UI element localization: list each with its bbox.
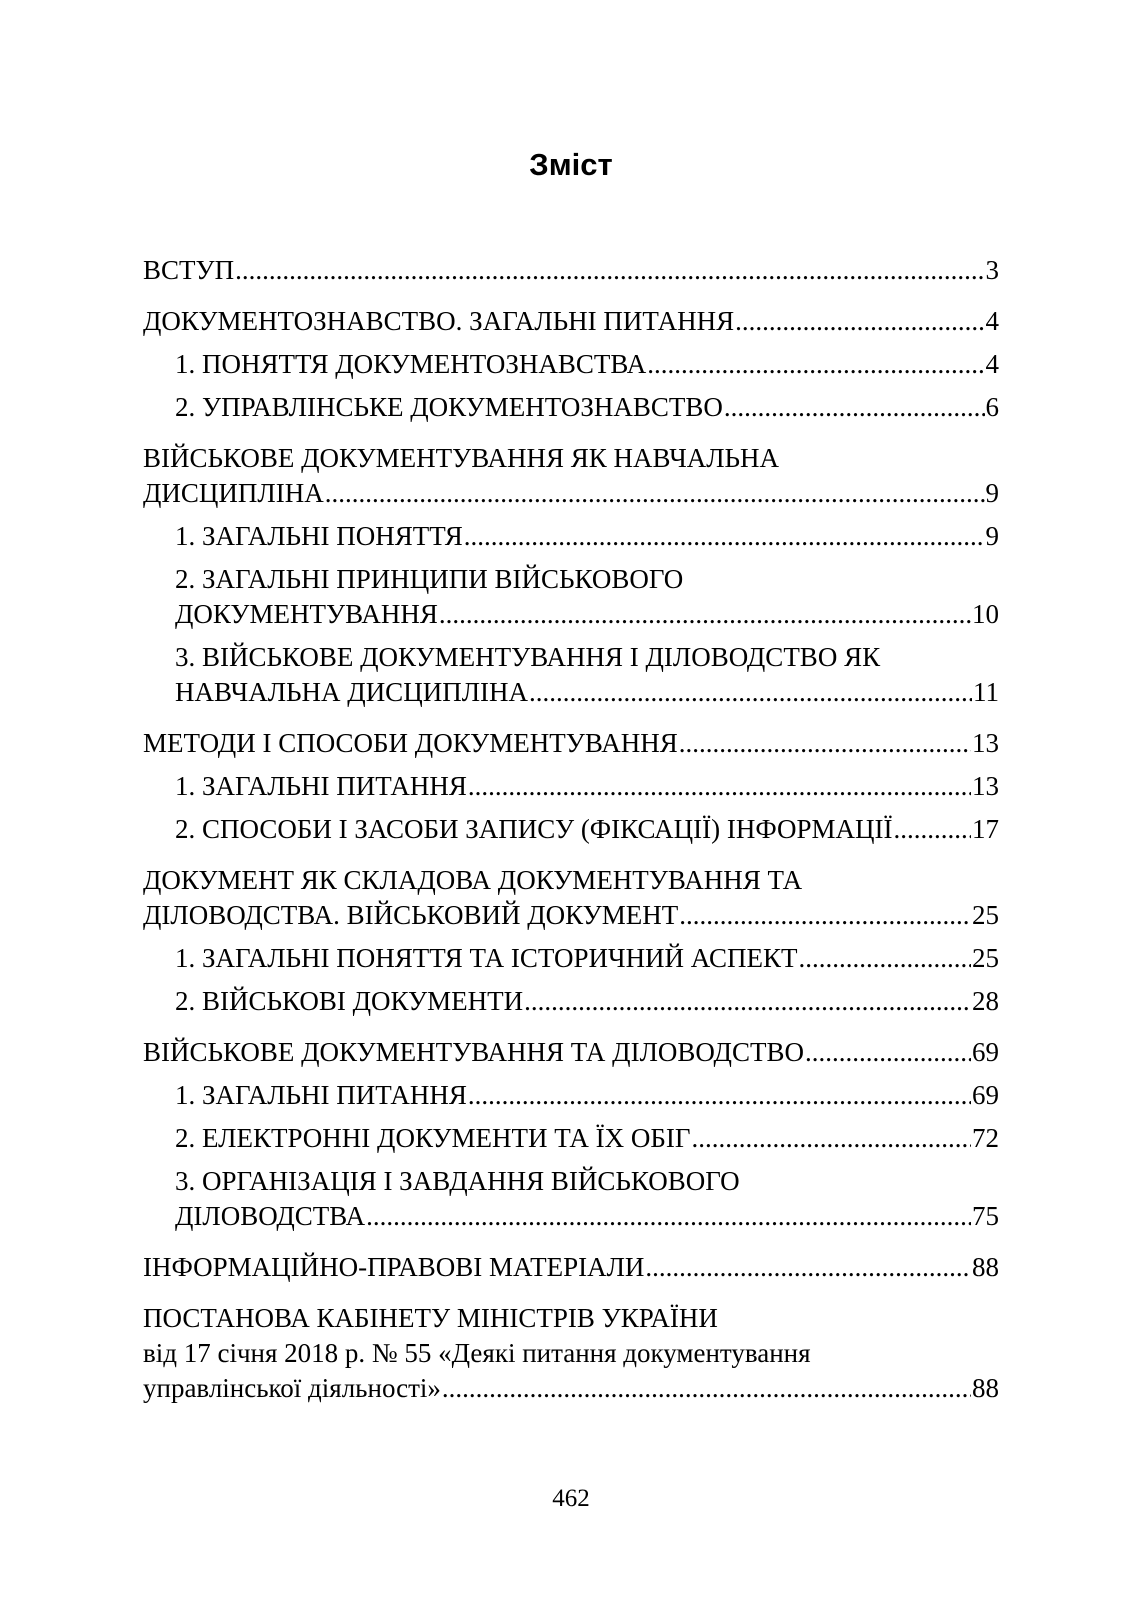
dot-leader	[529, 675, 972, 710]
toc-entry-text: 1. ЗАГАЛЬНІ ПОНЯТТЯ ТА ІСТОРИЧНИЙ АСПЕКТ	[175, 943, 798, 973]
toc-entry-text: 1. ПОНЯТТЯ ДОКУМЕНТОЗНАВСТВА	[175, 349, 647, 379]
dot-leader	[735, 304, 984, 339]
toc-entry-text: від 17 січня 2018 р. № 55 «Деякі питання документування	[143, 1338, 811, 1368]
toc-entry-line	[175, 984, 999, 1019]
toc-entry-text: ДИСЦИПЛІНА	[143, 478, 324, 508]
toc-section[interactable]	[143, 1301, 999, 1406]
toc-subsection[interactable]	[143, 941, 999, 976]
toc-section[interactable]	[143, 441, 999, 511]
toc-entry-line	[175, 1078, 999, 1113]
toc-entry-line	[143, 253, 999, 288]
toc-page-number: 69	[972, 1037, 999, 1067]
toc-entry-text: ВІЙСЬКОВЕ ДОКУМЕНТУВАННЯ ЯК НАВЧАЛЬНА	[143, 443, 780, 473]
toc-entry-text: ДІЛОВОДСТВА	[175, 1201, 366, 1231]
dot-leader	[442, 1371, 971, 1406]
toc-entry-text: ДОКУМЕНТ ЯК СКЛАДОВА ДОКУМЕНТУВАННЯ ТА	[143, 865, 803, 895]
toc-page-number: 10	[972, 599, 999, 629]
toc-section[interactable]	[143, 1250, 999, 1285]
toc-page-number: 4	[985, 306, 999, 336]
toc-entry-text: НАВЧАЛЬНА ДИСЦИПЛІНА	[175, 677, 528, 707]
toc-entry-text: 1. ЗАГАЛЬНІ ПИТАННЯ	[175, 1080, 467, 1110]
toc-entry-text: 2. ЗАГАЛЬНІ ПРИНЦИПИ ВІЙСЬКОВОГО	[175, 564, 684, 594]
toc-entry-text: ВСТУП	[143, 255, 235, 285]
toc-page-number: 9	[985, 521, 999, 551]
dot-leader	[524, 984, 971, 1019]
toc-page-number: 17	[972, 814, 999, 844]
toc-subsection[interactable]	[143, 347, 999, 382]
page-number: 462	[552, 1485, 590, 1512]
toc-entry-line	[175, 347, 999, 382]
toc-page-number: 88	[972, 1373, 999, 1403]
toc-entry-text: ДІЛОВОДСТВА. ВІЙСЬКОВИЙ ДОКУМЕНТ	[143, 900, 679, 930]
toc-subsection[interactable]	[143, 769, 999, 804]
toc-subsection[interactable]	[143, 519, 999, 554]
toc-entry-line	[175, 1199, 999, 1234]
toc-entry-line	[143, 304, 999, 339]
dot-leader	[798, 941, 971, 976]
toc-page-number: 13	[972, 728, 999, 758]
dot-leader	[468, 769, 971, 804]
toc-section[interactable]	[143, 726, 999, 761]
toc-entry-text: управлінської діяльності»	[143, 1373, 441, 1403]
toc-page-number: 6	[985, 392, 999, 422]
dot-leader	[805, 1035, 971, 1070]
toc-page-number: 3	[985, 255, 999, 285]
toc-section[interactable]	[143, 304, 999, 339]
toc-page-number: 72	[972, 1123, 999, 1153]
dot-leader	[894, 812, 971, 847]
page-title: Зміст	[529, 147, 613, 182]
toc-entry-text: 3. ОРГАНІЗАЦІЯ І ЗАВДАННЯ ВІЙСЬКОВОГО	[175, 1166, 740, 1196]
toc-section[interactable]	[143, 1035, 999, 1070]
toc-entry-text: ДОКУМЕНТУВАННЯ	[175, 599, 438, 629]
toc-subsection[interactable]	[143, 812, 999, 847]
dot-leader	[645, 1250, 971, 1285]
toc-subsection[interactable]	[143, 1164, 999, 1234]
toc-page-number: 88	[972, 1252, 999, 1282]
toc-page-number: 75	[972, 1201, 999, 1231]
toc-page-number: 4	[985, 349, 999, 379]
toc-page-number: 11	[973, 677, 999, 707]
dot-leader	[679, 726, 971, 761]
toc-entry-text: 1. ЗАГАЛЬНІ ПИТАННЯ	[175, 771, 467, 801]
toc-entry-text: 2. ВІЙСЬКОВІ ДОКУМЕНТИ	[175, 986, 524, 1016]
toc-entry-line	[175, 812, 999, 847]
toc-entry-text: 2. СПОСОБИ І ЗАСОБИ ЗАПИСУ (ФІКСАЦІЇ) ІНФОРМАЦІЇ	[175, 814, 893, 844]
toc-entry-text: 1. ЗАГАЛЬНІ ПОНЯТТЯ	[175, 521, 463, 551]
table-of-contents	[143, 253, 999, 1406]
toc-page-number: 13	[972, 771, 999, 801]
dot-leader	[325, 476, 985, 511]
toc-entry-line	[175, 1121, 999, 1156]
dot-leader	[439, 597, 971, 632]
toc-section[interactable]	[143, 253, 999, 288]
toc-subsection[interactable]	[143, 984, 999, 1019]
toc-subsection[interactable]	[143, 1078, 999, 1113]
toc-entry-text: 3. ВІЙСЬКОВЕ ДОКУМЕНТУВАННЯ І ДІЛОВОДСТВО ЯК	[175, 642, 881, 672]
toc-entry-line	[175, 390, 999, 425]
toc-entry-line	[143, 1250, 999, 1285]
toc-subsection[interactable]	[143, 390, 999, 425]
toc-entry-line	[175, 769, 999, 804]
toc-entry-line	[143, 726, 999, 761]
toc-entry-line	[143, 476, 999, 511]
dot-leader	[468, 1078, 971, 1113]
dot-leader	[692, 1121, 971, 1156]
dot-leader	[679, 898, 971, 933]
toc-page-number: 25	[972, 943, 999, 973]
dot-leader	[647, 347, 984, 382]
toc-entry-text: ІНФОРМАЦІЙНО-ПРАВОВІ МАТЕРІАЛИ	[143, 1252, 645, 1282]
toc-page-number: 25	[972, 900, 999, 930]
toc-entry-line	[175, 519, 999, 554]
toc-page-number: 9	[985, 478, 999, 508]
toc-subsection[interactable]	[143, 562, 999, 632]
toc-entry-line	[143, 1371, 999, 1406]
toc-entry-text: ДОКУМЕНТОЗНАВСТВО. ЗАГАЛЬНІ ПИТАННЯ	[143, 306, 735, 336]
toc-entry-line	[175, 675, 999, 710]
toc-page-number: 69	[972, 1080, 999, 1110]
toc-entry-line	[175, 941, 999, 976]
toc-entry-line	[143, 1035, 999, 1070]
dot-leader	[366, 1199, 971, 1234]
toc-subsection[interactable]	[143, 1121, 999, 1156]
toc-entry-text: ВІЙСЬКОВЕ ДОКУМЕНТУВАННЯ ТА ДІЛОВОДСТВО	[143, 1037, 804, 1067]
toc-section[interactable]	[143, 863, 999, 933]
toc-entry-text: МЕТОДИ І СПОСОБИ ДОКУМЕНТУВАННЯ	[143, 728, 678, 758]
toc-subsection[interactable]	[143, 640, 999, 710]
toc-entry-text: ПОСТАНОВА КАБІНЕТУ МІНІСТРІВ УКРАЇНИ	[143, 1303, 718, 1333]
toc-entry-line	[143, 898, 999, 933]
dot-leader	[235, 253, 984, 288]
dot-leader	[724, 390, 985, 425]
dot-leader	[464, 519, 985, 554]
toc-page-number: 28	[972, 986, 999, 1016]
toc-entry-text: 2. ЕЛЕКТРОННІ ДОКУМЕНТИ ТА ЇХ ОБІГ	[175, 1123, 691, 1153]
toc-entry-text: 2. УПРАВЛІНСЬКЕ ДОКУМЕНТОЗНАВСТВО	[175, 392, 723, 422]
toc-entry-line	[175, 597, 999, 632]
